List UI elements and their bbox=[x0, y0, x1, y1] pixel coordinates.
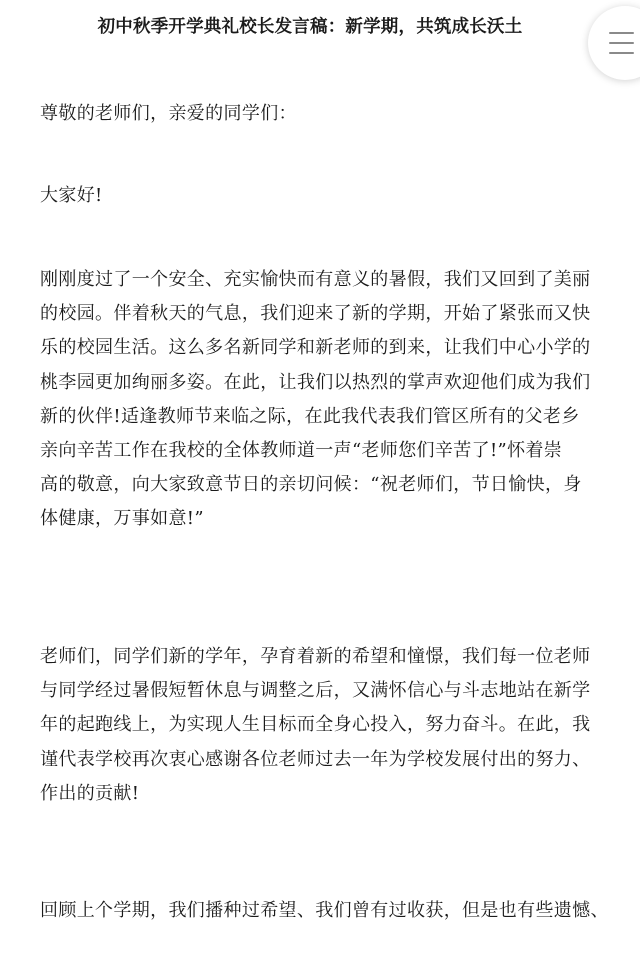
paragraph-line: 的校园。伴着秋天的气息，我们迎来了新的学期，开始了紧张而又快 bbox=[40, 303, 591, 325]
paragraph-line: 亲向辛苦工作在我校的全体教师道一声“老师您们辛苦了!”怀着崇 bbox=[40, 440, 563, 462]
menu-button[interactable] bbox=[588, 6, 640, 80]
paragraph-greeting bbox=[40, 179, 606, 213]
paragraph-line: 老师们，同学们新的学年，孕育着新的希望和憧憬，我们每一位老师 bbox=[40, 646, 591, 667]
paragraph-line: 尊敬的老师们，亲爱的同学们： bbox=[40, 103, 297, 124]
paragraph-line: 年的起跑线上，为实现人生目标而全身心投入，努力奋斗。在此，我 bbox=[40, 714, 591, 736]
paragraph-thanks bbox=[40, 640, 606, 811]
paragraph-line: 与同学经过暑假短暂休息与调整之后，又满怀信心与斗志地站在新学 bbox=[40, 680, 591, 702]
paragraph-line: 回顾上个学期，我们播种过希望、我们曾有过收获，但是也有些遗憾、 bbox=[40, 900, 609, 921]
paragraph-salutation bbox=[40, 97, 606, 131]
hamburger-menu-icon-bar bbox=[609, 42, 634, 44]
paragraph-review bbox=[40, 894, 609, 928]
paragraph-line: 乐的校园生活。这么多名新同学和新老师的到来，让我们中心小学的 bbox=[40, 337, 591, 359]
hamburger-menu-icon bbox=[609, 32, 634, 34]
article-title: 初中秋季开学典礼校长发言稿：新学期，共筑成长沃土 bbox=[97, 17, 523, 37]
paragraph-line: 谨代表学校再次衷心感谢各位老师过去一年为学校发展付出的努力、 bbox=[40, 748, 591, 770]
paragraph-welcome bbox=[40, 263, 606, 537]
paragraph-line: 新的伙伴!适逢教师节来临之际，在此我代表我们管区所有的父老乡 bbox=[40, 405, 580, 427]
hamburger-menu-icon-bar bbox=[609, 52, 634, 54]
paragraph-line: 刚刚度过了一个安全、充实愉快而有意义的暑假，我们又回到了美丽 bbox=[40, 269, 591, 290]
paragraph-line: 高的敬意，向大家致意节日的亲切问候：“祝老师们，节日愉快，身 bbox=[40, 474, 582, 496]
paragraph-line: 大家好! bbox=[40, 185, 103, 206]
paragraph-line: 作出的贡献! bbox=[40, 782, 140, 804]
paragraph-line: 体健康，万事如意!” bbox=[40, 508, 204, 530]
paragraph-line: 桃李园更加绚丽多姿。在此，让我们以热烈的掌声欢迎他们成为我们 bbox=[40, 371, 591, 393]
